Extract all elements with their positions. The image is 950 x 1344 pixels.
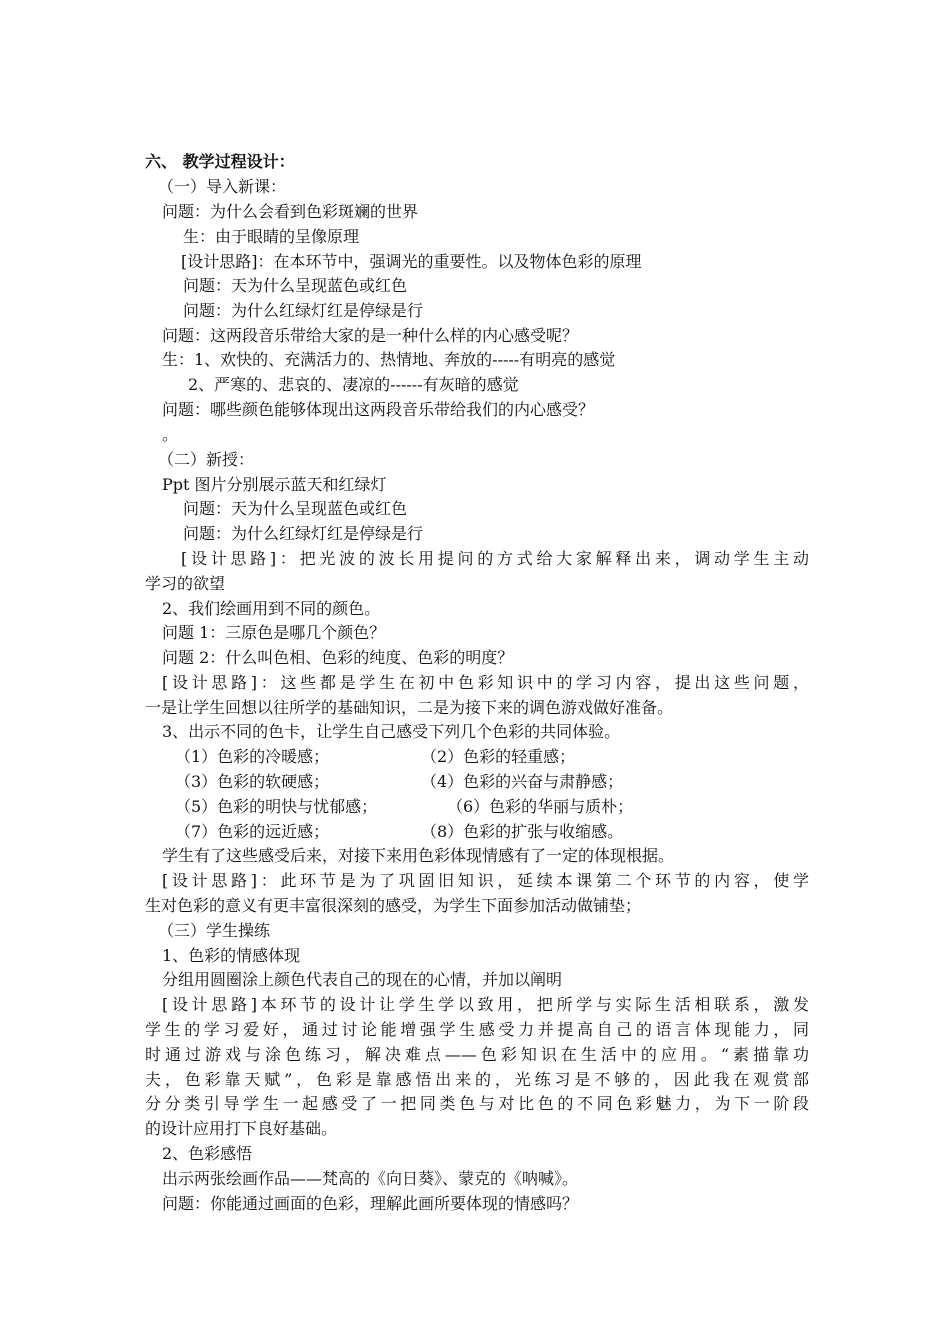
- text-line: [设计思路]：在本环节中，强调光的重要性。以及物体色彩的原理: [181, 252, 642, 271]
- text-line: 问题：为什么会看到色彩斑斓的世界: [162, 202, 419, 221]
- text-line: 问题：天为什么呈现蓝色或红色: [183, 276, 408, 295]
- text-line: 问题：天为什么呈现蓝色或红色: [183, 499, 408, 518]
- text-line: 学生的学习爱好，通过讨论能增强学生感受力并提高自己的语言体现能力，同: [145, 1020, 809, 1039]
- text-line: 问题：为什么红绿灯红是停绿是行: [183, 301, 424, 320]
- text-line: 学习的欲望: [145, 574, 226, 593]
- text-line: 问题：为什么红绿灯红是停绿是行: [183, 524, 424, 543]
- text-line: 问题：这两段音乐带给大家的是一种什么样的内心感受呢？: [162, 326, 579, 345]
- list-item: （1）色彩的冷暖感；: [175, 747, 330, 766]
- text-line: [设计思路]：此环节是为了巩固旧知识，延续本课第二个环节的内容，使学: [162, 871, 809, 890]
- text-line: 夫，色彩靠天赋”，色彩是靠感悟出来的，光练习是不够的，因此我在观赏部: [145, 1070, 809, 1089]
- list-item: （3）色彩的软硬感；: [175, 772, 330, 791]
- text-line: 学生有了这些感受后来，对接下来用色彩体现情感有了一定的体现根据。: [162, 846, 675, 865]
- text-line: 。: [162, 425, 179, 444]
- list-item: （6）色彩的华丽与质朴；: [447, 797, 634, 816]
- list-item: （5）色彩的明快与忧郁感；: [175, 797, 378, 816]
- text-line: 2、严寒的、悲哀的、凄凉的------有灰暗的感觉: [188, 375, 519, 394]
- text-line: 问题：哪些颜色能够体现出这两段音乐带给我们的内心感受？: [162, 400, 595, 419]
- text-line: 2、我们绘画用到不同的颜色。: [162, 599, 381, 618]
- list-item: （4）色彩的兴奋与肃静感；: [421, 772, 624, 791]
- text-line: 分分类引导学生一起感受了一把同类色与对比色的不同色彩魅力，为下一阶段: [145, 1094, 809, 1113]
- text-line: 生：1、欢快的、充满活力的、热情地、奔放的-----有明亮的感觉: [162, 350, 616, 369]
- text-line: [设计思路]本环节的设计让学生学以致用，把所学与实际生活相联系，激发: [162, 995, 809, 1014]
- text-line: Ppt 图片分别展示蓝天和红绿灯: [162, 475, 387, 494]
- subsection-title: （二）新授：: [158, 450, 255, 469]
- text-line: 一是让学生回想以往所学的基础知识，二是为接下来的调色游戏做好准备。: [145, 698, 674, 717]
- subsection-title: （一）导入新课：: [158, 177, 287, 196]
- list-item: （7）色彩的远近感；: [175, 822, 330, 841]
- text-line: 问题 2：什么叫色相、色彩的纯度、色彩的明度？: [162, 648, 514, 667]
- text-line: 1、色彩的情感体现: [162, 946, 301, 965]
- text-line: 生：由于眼睛的呈像原理: [183, 227, 360, 246]
- subsection-title: （三）学生操练: [158, 921, 271, 940]
- text-line: 的设计应用打下良好基础。: [145, 1119, 338, 1138]
- text-line: 3、出示不同的色卡，让学生自己感受下列几个色彩的共同体验。: [162, 722, 621, 741]
- section-heading: 六、 教学过程设计：: [145, 152, 295, 171]
- text-line: [设计思路]：这些都是学生在初中色彩知识中的学习内容，提出这些问题，: [162, 673, 809, 692]
- text-line: [设计思路]：把光波的波长用提问的方式给大家解释出来，调动学生主动: [181, 549, 809, 568]
- list-item: （2）色彩的轻重感；: [421, 747, 576, 766]
- list-item: （8）色彩的扩张与收缩感。: [421, 822, 624, 841]
- text-line: 时通过游戏与涂色练习，解决难点——色彩知识在生活中的应用。“素描靠功: [145, 1045, 809, 1064]
- text-line: 问题 1：三原色是哪几个颜色？: [162, 623, 386, 642]
- text-line: 生对色彩的意义有更丰富很深刻的感受，为学生下面参加活动做铺垫；: [145, 896, 642, 915]
- text-line: 2、色彩感悟: [162, 1144, 253, 1163]
- text-line: 问题：你能通过画面的色彩，理解此画所要体现的情感吗？: [162, 1194, 579, 1213]
- text-line: 分组用圆圈涂上颜色代表自己的现在的心情，并加以阐明: [162, 970, 563, 989]
- text-line: 出示两张绘画作品——梵高的《向日葵》、蒙克的《呐喊》。: [162, 1169, 579, 1188]
